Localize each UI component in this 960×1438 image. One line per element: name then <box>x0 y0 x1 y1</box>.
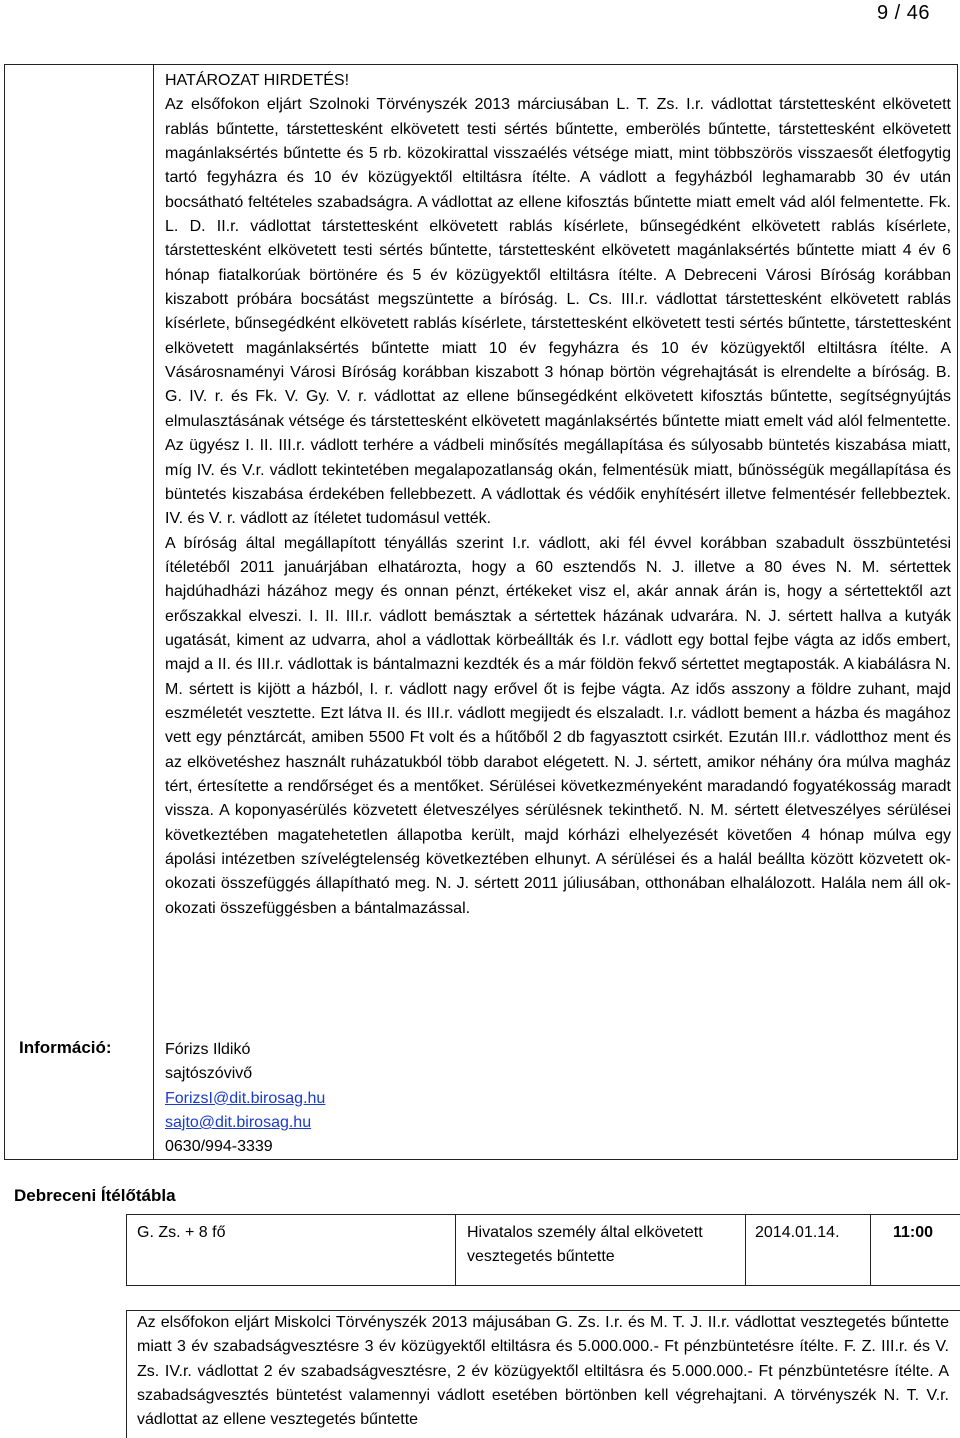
case-body-table <box>126 1310 960 1438</box>
notice-heading: HATÁROZAT HIRDETÉS! <box>165 72 350 89</box>
hearing-date-cell: 2014.01.14. <box>755 1224 840 1241</box>
page-number: 9 / 46 <box>876 2 930 24</box>
case-description-2: Az elsőfokon eljárt Miskolci Törvényszék 2013 májusában G. Zs. I.r. és M. T. J. II.r. vádlottat vesztegetés bűntette miatt 3 év szabadságvesztésre 3 év közügyektől eltiltásra és 5.000.000.- Ft pénzbüntetésre ítélte. F. Z. III.r. és V. Zs. IV.r. vádlottat 2 év szabadságvesztésre, 2 év közügyektől eltiltásra és 5.000.000.- Ft pénzbüntetésre ítélte. A szabadságvesztés büntetést valamennyi vádlott esetében börtönben kell végrehajtani. A törvényszék N. T. V.r. vádlottat az ellene vesztegetés bűntette <box>137 1314 949 1429</box>
contact-block <box>165 1038 565 1160</box>
contact-role: sajtószóvivő <box>165 1065 253 1083</box>
contact-phone: 0630/994-3339 <box>165 1138 273 1156</box>
email-link-press[interactable]: sajto@dit.birosag.hu <box>165 1114 312 1132</box>
column-divider <box>153 65 154 1159</box>
case-header-row <box>126 1214 960 1286</box>
column-divider <box>745 1215 746 1285</box>
case-description <box>165 69 951 921</box>
hearing-time-cell: 11:00 <box>893 1224 934 1241</box>
column-divider <box>455 1215 456 1285</box>
case-record-table <box>4 64 958 1160</box>
charge-cell: Hivatalos személy által elkövetett vesztegetés bűntette <box>467 1224 703 1265</box>
court-section-title: Debreceni Ítélőtábla <box>14 1186 176 1205</box>
email-link-primary[interactable]: ForizsI@dit.birosag.hu <box>165 1089 326 1107</box>
column-divider <box>870 1215 871 1285</box>
defendants-cell: G. Zs. + 8 fő <box>137 1224 226 1241</box>
info-label: Információ: <box>19 1038 112 1057</box>
contact-name: Fórizs Ildikó <box>165 1041 251 1058</box>
verdict-paragraph: Az elsőfokon eljárt Szolnoki Törvényszék 2013 márciusában L. T. Zs. I.r. vádlottat társtettesként elkövetett rablás bűntette, társtettesként elkövetett testi sértés bűntette, emberölés bűntette, társtettesként elkövetett magánlaksértés bűntette és 5 rb. közokirattal visszaélés vétsége miatt, mint többszörös visszaesőt életfogytig tartó fegyházra és 10 év közügyektől eltiltásra ítélte. A vádlott a fegyházból leghamarabb 30 év után bocsátható feltételes szabadságra. A vádlottat az ellene kifosztás bűntette miatt emelt vád alól felmentette. Fk. L. D. II.r. vádlottat társtettesként elkövetett rablás kísérlete, bűnsegédként elkövetett rablás kísérlete, társtettesként elkövetett testi sértés bűntette, társtettesként elkövetett magánlaksértés bűntette miatt 4 év 6 hónap fiatalkorúak börtönére és 5 év közügyektől eltiltásra ítélte. A Debreceni Városi Bíróság korábban kiszabott próbára bocsátást megszüntette a bíróság. L. Cs. III.r. vádlottat társtettesként elkövetett rablás kísérlete, bűnsegédként elkövetett rablás kísérlete, társtettesként elkövetett testi sértés bűntette, társtettesként elkövetett magánlaksértés bűntette miatt 10 év fegyházra és 10 év közügyektől eltiltásra ítélte. A Vásárosnaményi Városi Bíróság korábban kiszabott 3 hónap börtön végrehajtását is elrendelte a bíróság. B. G. IV. r. és Fk. V. Gy. V. r. vádlottat az ellene bűnsegédként elkövetett kifosztás bűntette, segítségnyújtás elmulasztásának vétsége és társtettesként elkövetett magánlaksértés bűntette miatt emelt vád alól felmentette. Az ügyész I. II. III.r. vádlott terhére a vádbeli minősítés megállapítása és súlyosabb büntetés kiszabása miatt, míg IV. és V.r. vádlott tekintetében megalapozatlanság okán, felmentésük miatt, bűnösségük megállapítása és büntetés kiszabása érdekében fellebbezett. A vádlottak és védőik enyhítésért illetve felmentésér fellebbeztek. IV. és V. r. vádlott az ítéletet tudomásul vették. <box>165 96 951 528</box>
facts-paragraph: A bíróság által megállapított tényállás szerint I.r. vádlott, aki fél évvel korábban szabadult összbüntetési ítéletéből 2011 januárjában elhatározta, hogy a 60 esztendős N. J. illetve a 80 éves N. M. sértettek hajdúhadházi házához megy és onnan pénzt, értékeket visz el, akár annak árán is, hogy a sértettektől azt erőszakkal elveszi. I. II. III.r. vádlott bemásztak a sértettek házának udvarára. N. J. sértett hallva a kutyák ugatását, kiment az udvarra, ahol a vádlottak körbeállták és I.r. vádlott egy bottal fejbe vágta az idős embert, majd a II. és III.r. vádlottak is bántalmazni kezdték és a már földön fekvő sértettet megtaposták. A kiabálásra N. M. sértett is kijött a házból, I. r. vádlott nagy erővel őt is fejbe vágta. Az idős asszony a földre zuhant, majd eszméletét vesztette. Ezt látva II. és III.r. vádlott megijedt és elszaladt. I.r. vádlott bement a házba és magához vett egy pénztárcát, amiben 5500 Ft volt és a hűtőből 2 db fagyasztott csirkét. Ezután III.r. vádlotthoz ment és az elkövetéshez használt ruházatukból több darabot elégetett. N. J. sértett, amikor néhány óra múlva magház tért, értesítette a rendőrséget és a mentőket. Sérülései következményeként maradandó fogyatékosság maradt vissza. A koponyasérülés közvetett életveszélyes sérülésnek tekinthető. N. M. sértett életveszélyes sérülései következtében magatehetetlen állapotba került, majd kórházi elhelyezését követően 4 hónap múlva egy ápolási intézetben szívelégtelenség következtében elhunyt. A sérülései és a halál beállta között közvetett ok-okozati összefüggés állapítható meg. N. J. sértett 2011 júliusában, otthonában elhalálozott. Halála nem áll ok-okozati összefüggésben a bántalmazással. <box>165 534 951 917</box>
